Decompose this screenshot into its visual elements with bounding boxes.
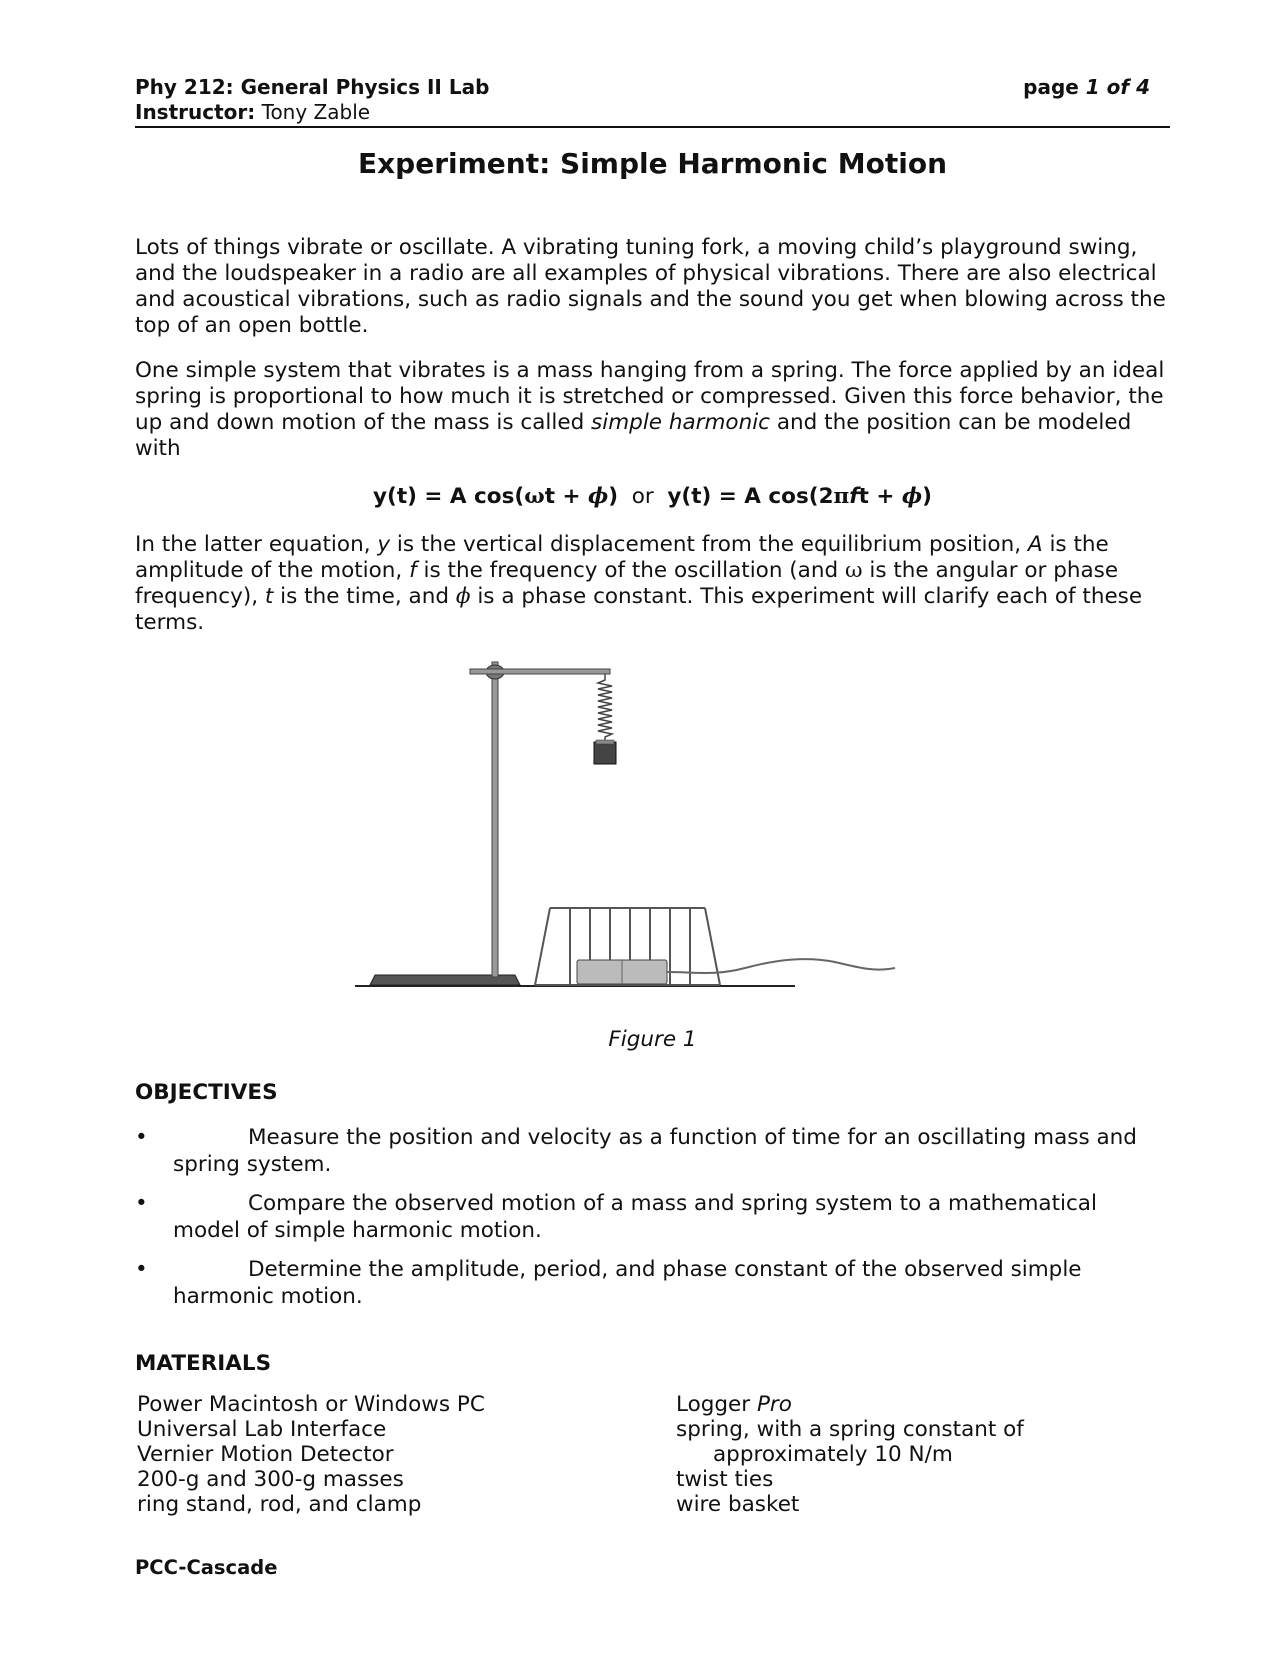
footer-text: PCC-Cascade [135,1556,278,1579]
vertical-rod [492,662,498,977]
material-item: wire basket [676,1492,800,1517]
page-indicator: page 1 of 4 [1023,75,1150,99]
bullet-dot: • [135,1125,148,1150]
bullet-dot: • [135,1257,148,1282]
hanging-mass [594,742,616,764]
material-item: Power Macintosh or Windows PC [137,1392,485,1417]
material-item: Vernier Motion Detector [137,1442,394,1467]
hanging-mass-top [596,740,614,744]
equation-2: y(t) = A cos(2πft + ϕ) [667,484,932,509]
material-item: 200-g and 300-g masses [137,1467,404,1492]
objective-item: • Measure the position and velocity as a function of time for an oscillating mass and spring system. [135,1125,1137,1177]
objectives-heading: OBJECTIVES [135,1080,278,1105]
header-line-2 [135,100,1170,124]
materials-left-column [137,1392,485,1517]
course-title: Phy 212: General Physics II Lab [135,75,490,99]
figure-ring-stand-apparatus [355,650,975,1010]
material-item: ring stand, rod, and clamp [137,1492,422,1517]
instructor-name: Tony Zable [261,100,371,124]
page-title: Experiment: Simple Harmonic Motion [357,147,948,180]
intro-paragraph-2: One simple system that vibrates is a mass hanging from a spring. The force applied by an ideal spring is proportional to how much it is stretched or compressed. Given this force behavior, the up and down motion of the mass is called simple harmonic and the position can be modeled with [135,358,1165,461]
spring [598,674,612,742]
figure-caption: Figure 1 [608,1027,697,1052]
objective-item: • Compare the observed motion of a mass and spring system to a mathematical model of simple harmonic motion. [135,1191,1097,1243]
explanation-paragraph: In the latter equation, y is the vertical displacement from the equilibrium position, A is the amplitude of the motion, f is the frequency of the oscillation (and ω is the angular or phase frequency), t is the time, and ϕ is a phase constant. This experiment will clarify each of these terms. [135,532,1143,635]
material-item: spring, with a spring constant of [676,1417,1024,1442]
material-item-continuation: approximately 10 N/m [713,1442,953,1467]
material-item: Logger Pro [676,1392,792,1417]
emphasis-simple-harmonic: simple harmonic [591,410,771,435]
material-item: twist ties [676,1467,774,1492]
bullet-dot: • [135,1191,148,1216]
equation-or: or [631,484,654,509]
header-line-1 [135,75,1170,99]
material-item: Universal Lab Interface [137,1417,387,1442]
equation-line [135,484,1170,510]
objective-item: • Determine the amplitude, period, and phase constant of the observed simple harmonic motion. [135,1257,1082,1309]
header-rule [135,126,1170,128]
intro-paragraph-1: Lots of things vibrate or oscillate. A vibrating tuning fork, a moving child’s playground swing, and the loudspeaker in a radio are all examples of physical vibrations. There are also electrical and acoustical vibrations, such as radio signals and the sound you get when blowing across the top of an open bottle. [135,235,1166,338]
equation-1: y(t) = A cos(ωt + ϕ) [373,484,619,509]
materials-heading: MATERIALS [135,1351,272,1376]
instructor-label: Instructor: [135,100,256,124]
page-number: 1 of 4 [1085,75,1150,99]
horizontal-rod [470,669,610,674]
materials-right-column [676,1392,1024,1517]
detector-cable [667,959,895,973]
